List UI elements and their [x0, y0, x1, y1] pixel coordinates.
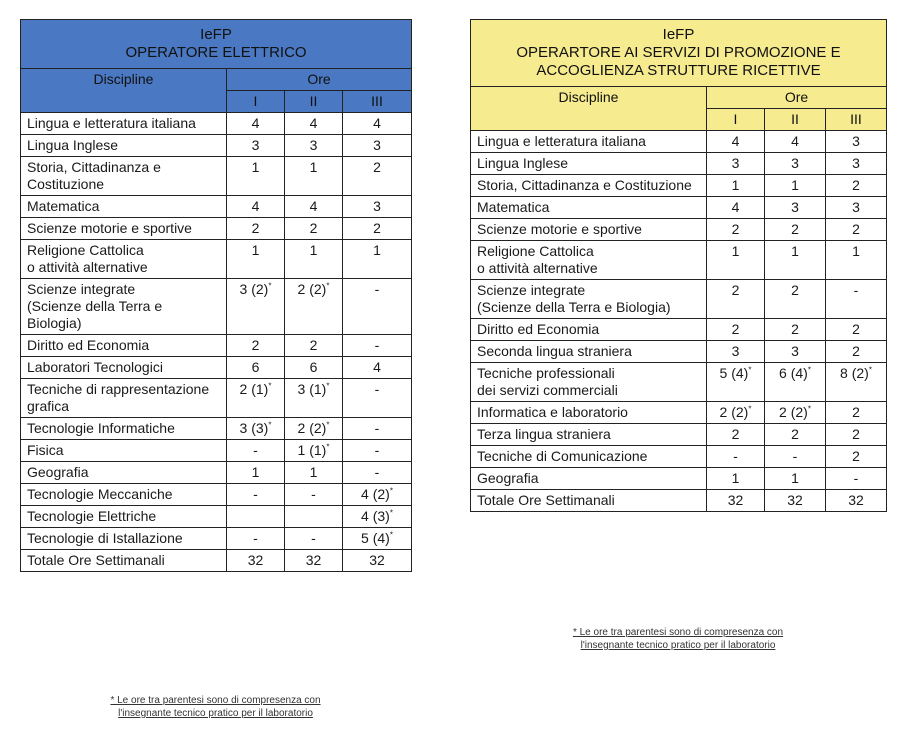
right-footnote-line1: * Le ore tra parentesi sono di compresenza con — [572, 627, 784, 638]
hours-year-3: - — [343, 379, 412, 418]
left-title-line2: OPERATORE ELETTRICO — [125, 44, 307, 61]
right-table-body — [471, 131, 887, 512]
table-row — [471, 490, 887, 512]
hours-year-1: 2 — [707, 219, 765, 241]
hours-year-1: 4 — [707, 197, 765, 219]
hours-year-1: 2 — [227, 335, 285, 357]
discipline-name: Scienze motorie e sportive — [471, 219, 707, 241]
hours-year-3: - — [343, 279, 412, 335]
table-row — [21, 279, 412, 335]
discipline-name: Tecnologie Meccaniche — [21, 484, 227, 506]
right-curriculum-table — [470, 19, 887, 512]
left-col-hours: Ore — [227, 69, 412, 91]
hours-year-1: 3 — [227, 135, 285, 157]
table-row — [471, 363, 887, 402]
hours-year-2: 3 (1)* — [285, 379, 343, 418]
hours-year-1: 2 — [227, 218, 285, 240]
hours-year-2 — [285, 506, 343, 528]
table-row — [21, 240, 412, 279]
hours-year-3: 2 — [826, 341, 887, 363]
right-year-2: II — [765, 109, 826, 131]
table-row — [21, 196, 412, 218]
hours-year-1: 4 — [707, 131, 765, 153]
table-row — [471, 280, 887, 319]
hours-year-3: 4 — [343, 357, 412, 379]
discipline-name: Terza lingua straniera — [471, 424, 707, 446]
right-title-line1: IeFP — [662, 26, 695, 43]
hours-year-1: 2 — [707, 424, 765, 446]
hours-year-2: 2 — [765, 424, 826, 446]
hours-year-1: 1 — [227, 240, 285, 279]
right-footnote — [470, 626, 886, 652]
table-row — [21, 440, 412, 462]
discipline-name: Scienze integrate (Scienze della Terra e Biologia) — [21, 279, 227, 335]
left-year-2: II — [285, 91, 343, 113]
discipline-name: Storia, Cittadinanza e Costituzione — [21, 157, 227, 196]
discipline-name: Religione Cattolica o attività alternative — [21, 240, 227, 279]
hours-year-1: 3 — [707, 341, 765, 363]
table-row — [21, 135, 412, 157]
hours-year-1: 6 — [227, 357, 285, 379]
discipline-name: Tecnologie Informatiche — [21, 418, 227, 440]
hours-year-2: 3 — [285, 135, 343, 157]
hours-year-3: - — [343, 440, 412, 462]
discipline-name: Totale Ore Settimanali — [471, 490, 707, 512]
table-row — [471, 424, 887, 446]
hours-year-2: 3 — [765, 341, 826, 363]
hours-year-1 — [227, 506, 285, 528]
hours-year-3: 4 (3)* — [343, 506, 412, 528]
table-row — [471, 468, 887, 490]
table-row — [21, 528, 412, 550]
hours-year-3: 3 — [343, 196, 412, 218]
hours-year-1: 1 — [707, 241, 765, 280]
left-year-3: III — [343, 91, 412, 113]
hours-year-3: - — [826, 280, 887, 319]
hours-year-2: 2 (2)* — [285, 279, 343, 335]
left-table-body — [21, 113, 412, 572]
hours-year-1: 2 — [707, 280, 765, 319]
right-footnote-line2: l'insegnante tecnico pratico per il laboratorio — [580, 640, 776, 651]
table-row — [21, 357, 412, 379]
hours-year-1: 1 — [707, 468, 765, 490]
hours-year-3: 2 — [826, 175, 887, 197]
hours-year-2: 1 — [765, 241, 826, 280]
hours-year-2: 4 — [765, 131, 826, 153]
hours-year-2: 2 — [285, 218, 343, 240]
hours-year-2: 32 — [285, 550, 343, 572]
discipline-name: Religione Cattolica o attività alternative — [471, 241, 707, 280]
hours-year-1: 1 — [707, 175, 765, 197]
discipline-name: Tecniche di rappresentazione grafica — [21, 379, 227, 418]
left-title-line1: IeFP — [200, 26, 232, 43]
hours-year-1: - — [227, 528, 285, 550]
right-col-hours: Ore — [707, 87, 887, 109]
hours-year-3: 3 — [826, 131, 887, 153]
discipline-name: Scienze motorie e sportive — [21, 218, 227, 240]
table-row — [21, 379, 412, 418]
hours-year-2: - — [285, 528, 343, 550]
hours-year-1: 2 — [707, 319, 765, 341]
hours-year-2: 1 — [285, 240, 343, 279]
hours-year-2: 1 (1)* — [285, 440, 343, 462]
hours-year-2: 2 — [765, 319, 826, 341]
table-row — [471, 319, 887, 341]
right-table-title — [471, 20, 887, 87]
discipline-name: Matematica — [471, 197, 707, 219]
discipline-name: Tecniche di Comunicazione — [471, 446, 707, 468]
hours-year-2: 32 — [765, 490, 826, 512]
hours-year-2: 3 — [765, 197, 826, 219]
right-curriculum-panel — [470, 19, 886, 512]
hours-year-2: 2 — [285, 335, 343, 357]
hours-year-3: 2 — [826, 446, 887, 468]
table-row — [471, 131, 887, 153]
right-year-3: III — [826, 109, 887, 131]
hours-year-3: 3 — [826, 153, 887, 175]
hours-year-1: 3 — [707, 153, 765, 175]
hours-year-3: 4 — [343, 113, 412, 135]
hours-year-2: 1 — [765, 175, 826, 197]
table-row — [21, 113, 412, 135]
table-row — [21, 506, 412, 528]
discipline-name: Lingua Inglese — [21, 135, 227, 157]
left-footnote-line1: * Le ore tra parentesi sono di compresenza con — [110, 695, 321, 706]
hours-year-3: 2 — [826, 319, 887, 341]
left-footnote-line2: l'insegnante tecnico pratico per il laboratorio — [118, 708, 313, 719]
table-row — [471, 197, 887, 219]
discipline-name: Tecnologie di Istallazione — [21, 528, 227, 550]
right-year-1: I — [707, 109, 765, 131]
hours-year-3: 8 (2)* — [826, 363, 887, 402]
discipline-name: Laboratori Tecnologici — [21, 357, 227, 379]
table-row — [21, 157, 412, 196]
hours-year-1: 4 — [227, 196, 285, 218]
hours-year-1: 32 — [227, 550, 285, 572]
table-row — [471, 341, 887, 363]
discipline-name: Lingua Inglese — [471, 153, 707, 175]
hours-year-1: 5 (4)* — [707, 363, 765, 402]
table-row — [21, 550, 412, 572]
hours-year-3: - — [826, 468, 887, 490]
hours-year-1: - — [227, 440, 285, 462]
hours-year-2: 4 — [285, 113, 343, 135]
hours-year-3: 3 — [343, 135, 412, 157]
hours-year-2: - — [285, 484, 343, 506]
hours-year-1: 2 (1)* — [227, 379, 285, 418]
hours-year-3: 4 (2)* — [343, 484, 412, 506]
discipline-name: Matematica — [21, 196, 227, 218]
table-row — [471, 153, 887, 175]
hours-year-1: - — [707, 446, 765, 468]
hours-year-2: 1 — [285, 157, 343, 196]
hours-year-2: 3 — [765, 153, 826, 175]
right-title-line3: ACCOGLIENZA STRUTTURE RICETTIVE — [536, 62, 821, 79]
table-row — [471, 175, 887, 197]
table-row — [471, 446, 887, 468]
hours-year-3: 32 — [826, 490, 887, 512]
table-row — [21, 484, 412, 506]
hours-year-1: - — [227, 484, 285, 506]
left-curriculum-table — [20, 19, 412, 572]
hours-year-3: 2 — [826, 402, 887, 424]
hours-year-2: 2 — [765, 280, 826, 319]
discipline-name: Lingua e letteratura italiana — [21, 113, 227, 135]
hours-year-2: - — [765, 446, 826, 468]
hours-year-1: 4 — [227, 113, 285, 135]
hours-year-2: 2 (2)* — [285, 418, 343, 440]
hours-year-3: 32 — [343, 550, 412, 572]
hours-year-3: 2 — [826, 219, 887, 241]
discipline-name: Diritto ed Economia — [21, 335, 227, 357]
discipline-name: Diritto ed Economia — [471, 319, 707, 341]
hours-year-2: 1 — [765, 468, 826, 490]
discipline-name: Geografia — [471, 468, 707, 490]
left-footnote — [20, 694, 411, 720]
discipline-name: Informatica e laboratorio — [471, 402, 707, 424]
hours-year-1: 3 (2)* — [227, 279, 285, 335]
hours-year-2: 6 (4)* — [765, 363, 826, 402]
table-row — [471, 219, 887, 241]
right-col-discipline: Discipline — [471, 87, 707, 131]
hours-year-1: 1 — [227, 462, 285, 484]
table-row — [21, 418, 412, 440]
discipline-name: Tecniche professionali dei servizi commerciali — [471, 363, 707, 402]
hours-year-2: 2 — [765, 219, 826, 241]
hours-year-2: 6 — [285, 357, 343, 379]
hours-year-3: 1 — [826, 241, 887, 280]
hours-year-2: 4 — [285, 196, 343, 218]
table-row — [21, 335, 412, 357]
hours-year-3: 2 — [343, 218, 412, 240]
hours-year-3: 5 (4)* — [343, 528, 412, 550]
hours-year-1: 1 — [227, 157, 285, 196]
right-title-line2: OPERARTORE AI SERVIZI DI PROMOZIONE E — [516, 44, 841, 61]
hours-year-3: - — [343, 418, 412, 440]
discipline-name: Fisica — [21, 440, 227, 462]
hours-year-1: 2 (2)* — [707, 402, 765, 424]
discipline-name: Scienze integrate (Scienze della Terra e Biologia) — [471, 280, 707, 319]
hours-year-2: 2 (2)* — [765, 402, 826, 424]
hours-year-3: 3 — [826, 197, 887, 219]
table-row — [471, 241, 887, 280]
discipline-name: Totale Ore Settimanali — [21, 550, 227, 572]
discipline-name: Geografia — [21, 462, 227, 484]
table-row — [471, 402, 887, 424]
discipline-name: Lingua e letteratura italiana — [471, 131, 707, 153]
table-row — [21, 218, 412, 240]
discipline-name: Tecnologie Elettriche — [21, 506, 227, 528]
left-curriculum-panel — [20, 19, 411, 572]
hours-year-2: 1 — [285, 462, 343, 484]
left-table-title — [21, 20, 412, 69]
discipline-name: Storia, Cittadinanza e Costituzione — [471, 175, 707, 197]
hours-year-3: 2 — [826, 424, 887, 446]
hours-year-3: - — [343, 462, 412, 484]
discipline-name: Seconda lingua straniera — [471, 341, 707, 363]
hours-year-3: 2 — [343, 157, 412, 196]
hours-year-1: 3 (3)* — [227, 418, 285, 440]
hours-year-3: - — [343, 335, 412, 357]
left-col-discipline: Discipline — [21, 69, 227, 113]
left-year-1: I — [227, 91, 285, 113]
table-row — [21, 462, 412, 484]
hours-year-3: 1 — [343, 240, 412, 279]
hours-year-1: 32 — [707, 490, 765, 512]
